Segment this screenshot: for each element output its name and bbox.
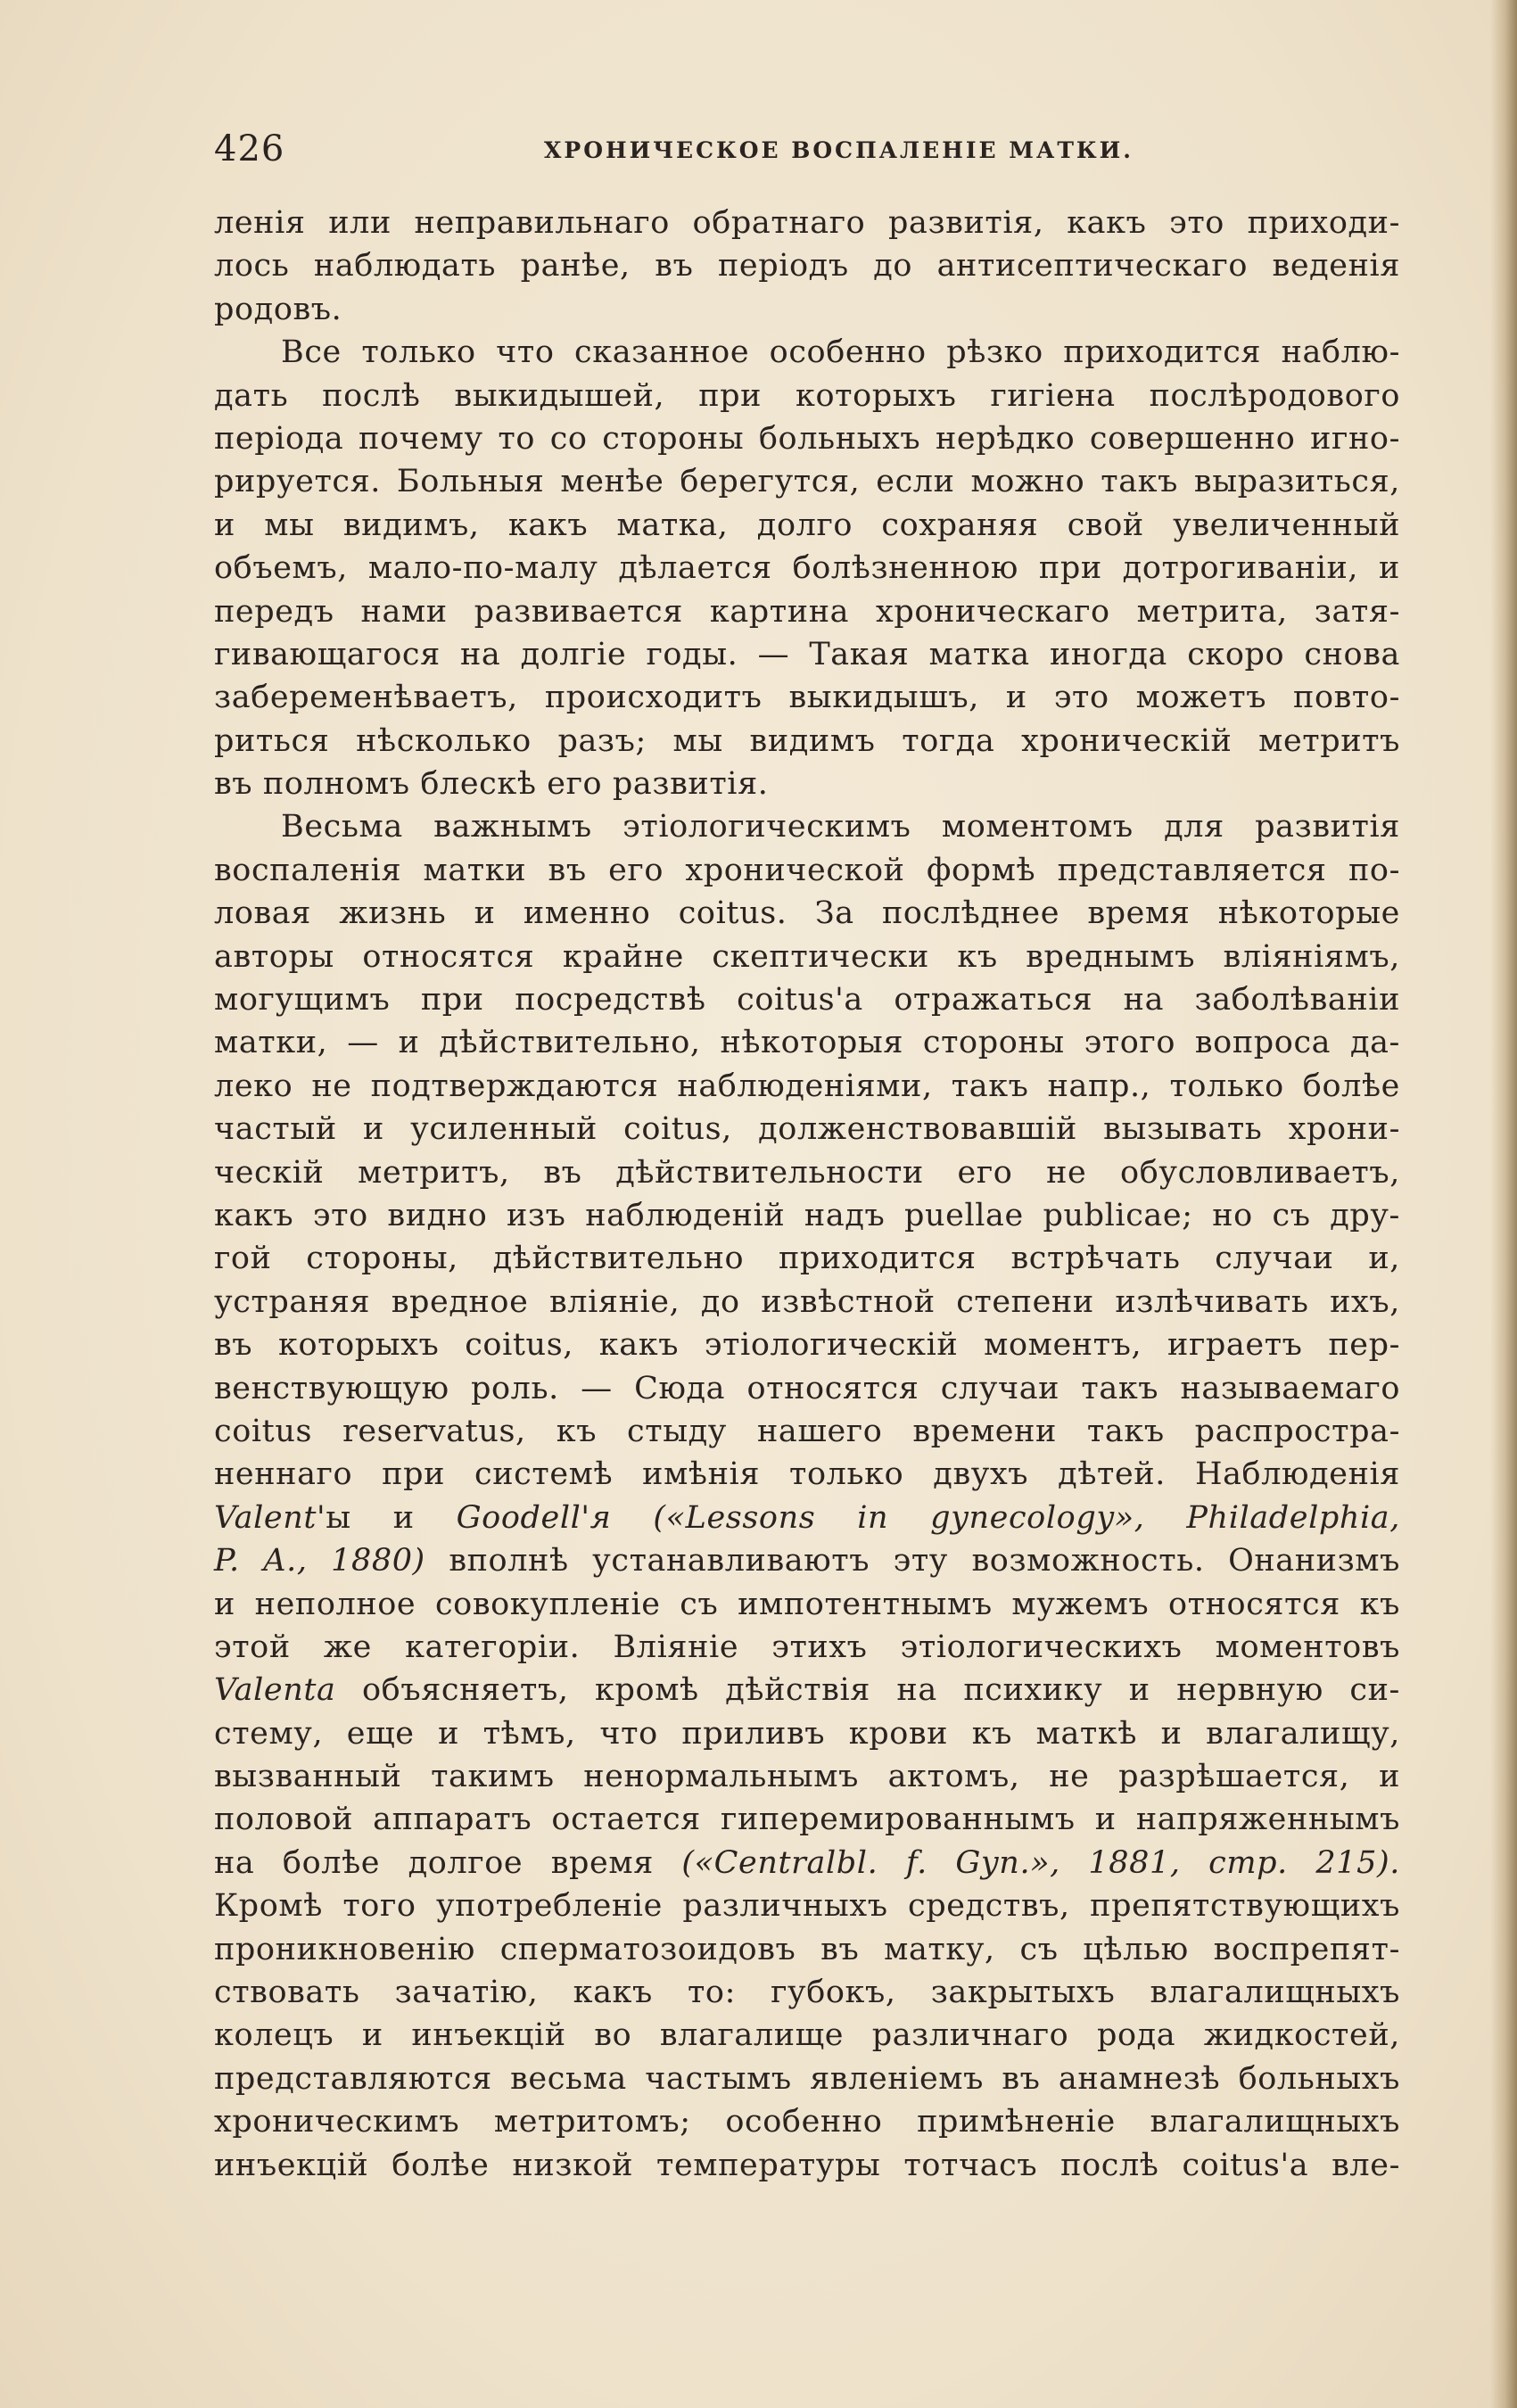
text-fragment: объясняетъ, кромѣ дѣйствія на психику и нервную си- bbox=[335, 1672, 1400, 1709]
text-line: и неполное совокупленіе съ импотентнымъ мужемъ относятся къ bbox=[214, 1586, 1400, 1622]
text-line bbox=[214, 1497, 1400, 1539]
text-fragment: вполнѣ устанавливаютъ эту возможность. Онанизмъ bbox=[425, 1543, 1400, 1579]
text-line: Кромѣ того употребленіе различныхъ средствъ, препятствующихъ bbox=[214, 1888, 1400, 1925]
citation-place-year: P. A., 1880) bbox=[214, 1543, 425, 1579]
text-line: авторы относятся крайне скептически къ вреднымъ вліяніямъ, bbox=[214, 938, 1400, 975]
text-line: устраняя вредное вліяніе, до извѣстной степени излѣчивать ихъ, bbox=[214, 1283, 1400, 1320]
text-line bbox=[214, 1539, 1400, 1582]
text-line: родовъ. bbox=[214, 291, 342, 327]
text-line: леко не подтверждаются наблюденіями, такъ напр., только болѣе bbox=[214, 1068, 1400, 1104]
text-line: въ которыхъ coitus, какъ этіологическій моментъ, играетъ пер- bbox=[214, 1327, 1400, 1364]
text-line: объемъ, мало-по-малу дѣлается болѣзненною при дотрогиваніи, и bbox=[214, 550, 1400, 587]
citation-goodell: Goodell'я («Lessons in gynecology», Philadelphia, bbox=[456, 1499, 1400, 1536]
text-line: представляются весьма частымъ явленіемъ въ анамнезѣ больныхъ bbox=[214, 2060, 1400, 2097]
text-line bbox=[214, 1669, 1400, 1711]
body-text bbox=[214, 202, 1400, 2187]
text-line: гивающагося на долгіе годы. — Такая матка иногда скоро снова bbox=[214, 636, 1400, 672]
text-fragment: 'ы и bbox=[317, 1499, 457, 1536]
text-line: передъ нами развивается картина хроническаго метрита, затя- bbox=[214, 593, 1400, 630]
running-title: ХРОНИЧЕСКОЕ ВОСПАЛЕНІЕ МАТКИ. bbox=[544, 137, 1134, 163]
text-line: въ полномъ блескѣ его развитія. bbox=[214, 766, 769, 803]
text-line: ловая жизнь и именно coitus. За послѣднее время нѣкоторые bbox=[214, 895, 1400, 932]
paragraph-first-line: Весьма важнымъ этіологическимъ моментомъ для развитія bbox=[281, 809, 1400, 845]
text-line bbox=[214, 1842, 1400, 1884]
text-line: риться нѣсколько разъ; мы видимъ тогда хроническій метритъ bbox=[214, 722, 1400, 759]
text-line: колецъ и инъекцій во влагалище различнаго рода жидкостей, bbox=[214, 2017, 1400, 2054]
text-line: этой же категоріи. Вліяніе этихъ этіологическихъ моментовъ bbox=[214, 1629, 1400, 1665]
text-line: ленія или неправильнаго обратнаго развитія, какъ это приходи- bbox=[214, 205, 1400, 241]
text-line: дать послѣ выкидышей, при которыхъ гигіена послѣродового bbox=[214, 377, 1400, 414]
text-line: рируется. Больныя менѣе берегутся, если можно такъ выразиться, bbox=[214, 464, 1400, 500]
text-line: могущимъ при посредствѣ coitus'а отражаться на заболѣваніи bbox=[214, 982, 1400, 1018]
author-name-valenta: Valenta bbox=[214, 1672, 336, 1709]
citation-centralbl: («Centralbl. f. Gyn.», 1881, стр. 215). bbox=[681, 1844, 1400, 1881]
page-header bbox=[214, 125, 1400, 178]
text-line: матки, — и дѣйствительно, нѣкоторыя стороны этого вопроса да- bbox=[214, 1025, 1400, 1061]
paragraph-first-line: Все только что сказанное особенно рѣзко приходится наблю- bbox=[281, 334, 1400, 371]
text-line: забеременѣваетъ, происходитъ выкидышъ, и это можетъ повто- bbox=[214, 680, 1400, 716]
text-line: неннаго при системѣ имѣнія только двухъ дѣтей. Наблюденія bbox=[214, 1456, 1400, 1493]
text-line: частый и усиленный coitus, долженствовавшій вызывать хрони- bbox=[214, 1111, 1400, 1148]
text-line: половой аппаратъ остается гиперемированнымъ и напряженнымъ bbox=[214, 1802, 1400, 1838]
text-line: coitus reservatus, къ стыду нашего времени такъ распростра- bbox=[214, 1413, 1400, 1449]
author-name-valent: Valent bbox=[214, 1499, 317, 1536]
text-line: лось наблюдать ранѣе, въ періодъ до антисептическаго веденія bbox=[214, 248, 1400, 285]
text-line: ствовать зачатію, какъ то: губокъ, закрытыхъ влагалищныхъ bbox=[214, 1975, 1400, 2011]
text-fragment: на болѣе долгое время bbox=[214, 1844, 682, 1881]
text-line: воспаленія матки въ его хронической формѣ представляется по- bbox=[214, 852, 1400, 888]
text-line: и мы видимъ, какъ матка, долго сохраняя свой увеличенный bbox=[214, 507, 1400, 543]
text-line: гой стороны, дѣйствительно приходится встрѣчать случаи и, bbox=[214, 1241, 1400, 1277]
text-line: инъекцій болѣе низкой температуры тотчасъ послѣ coitus'а вле- bbox=[214, 2147, 1400, 2183]
text-line: венствующую роль. — Сюда относятся случаи такъ называемаго bbox=[214, 1370, 1400, 1406]
text-line: хроническимъ метритомъ; особенно примѣненіе влагалищныхъ bbox=[214, 2104, 1400, 2140]
text-line: стему, еще и тѣмъ, что приливъ крови къ маткѣ и влагалищу, bbox=[214, 1715, 1400, 1752]
text-line: проникновенію сперматозоидовъ въ матку, съ цѣлью воспрепят- bbox=[214, 1931, 1400, 1967]
text-line: періода почему то со стороны больныхъ нерѣдко совершенно игно- bbox=[214, 420, 1400, 457]
text-line: какъ это видно изъ наблюденій надъ puellae publicae; но съ дру- bbox=[214, 1197, 1400, 1233]
page-number: 426 bbox=[214, 128, 285, 169]
text-line: ческій метритъ, въ дѣйствительности его не обусловливаетъ, bbox=[214, 1154, 1400, 1191]
page-edge-shadow bbox=[1490, 0, 1517, 2408]
text-line: вызванный такимъ ненормальнымъ актомъ, не разрѣшается, и bbox=[214, 1759, 1400, 1795]
